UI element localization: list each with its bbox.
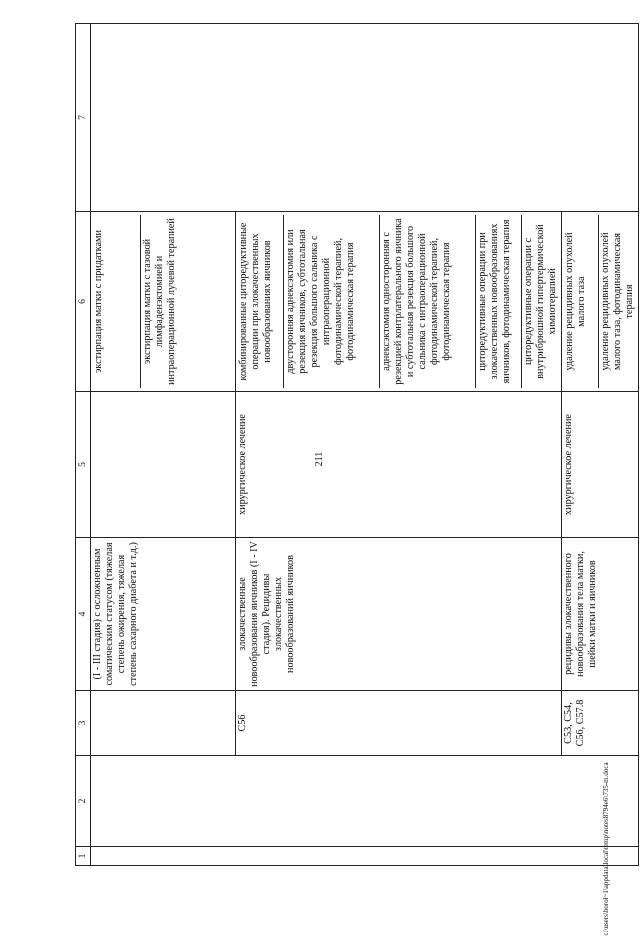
- page-number: 211: [314, 451, 325, 467]
- procedure-item: экстирпация матки с придатками: [92, 215, 140, 388]
- column-number-4: 4: [76, 538, 91, 691]
- icd-code-cell: C56: [236, 691, 562, 756]
- diagnosis-cell: рецидивы злокачественного новообразования тела матки, шейки матки и яичников: [561, 538, 639, 691]
- column-number-2: 2: [76, 756, 91, 847]
- column-number-row: [76, 24, 91, 866]
- column-number-7: 7: [76, 24, 91, 212]
- diagnosis-cell: (I - III стадия) с осложненным соматическим статусом (тяжелая степень ожирения, тяжелая степень сахарного диабета и т.д.): [91, 538, 236, 691]
- procedures-cell: [561, 212, 639, 392]
- column-number-3: 3: [76, 691, 91, 756]
- procedures-cell: [91, 212, 236, 392]
- footer-file-path: [597, 762, 615, 936]
- procedure-item: циторедуктивные операции с внутрибрюшной гипертермической химиотерапией: [522, 224, 558, 379]
- procedure-item: экстирпация матки с тазовой лимфаденэктомией и интраоперационной лучевой терапией: [141, 218, 177, 385]
- cell-col5-empty: [91, 392, 236, 538]
- medical-procedures-table: [75, 23, 639, 866]
- cell-col1: [91, 847, 639, 866]
- cell-col7: [91, 24, 639, 212]
- column-number-5: 5: [76, 392, 91, 538]
- procedure-item: двусторонняя аднексэктомия или резекция яичников, субтотальная резекция большого сальника с интраоперационной фотодинамической терапией, фотодинамическая терапия: [283, 215, 379, 388]
- procedures-cell: [236, 212, 562, 392]
- cell-col2: [91, 756, 639, 847]
- table-row: [91, 24, 236, 866]
- column-number-1: 1: [76, 847, 91, 866]
- icd-code-cell: C53, C54, C56, C57.8: [561, 691, 639, 756]
- footer-file-path-text: c:\users\borol~1\appdata\local\temp\notes8794e6\735-m.doca: [602, 762, 610, 936]
- diagnosis-cell: злокачественные новообразования яичников (I - IV стадия). Рецидивы злокачественных новообразований яичников: [236, 538, 562, 691]
- procedure-item: комбинированные циторедуктивные операции при злокачественных новообразованиях яичников: [237, 215, 283, 388]
- treatment-type-cell: хирургическое лечение: [236, 392, 562, 538]
- cell-col3-empty: [91, 691, 236, 756]
- treatment-type-cell: хирургическое лечение: [561, 392, 639, 538]
- procedure-item: аднексэктомия односторонняя с резекцией контрлатерального яичника и субтотальная резекция большого сальника с интраоперационной фотодинамической терапией, фотодинамическая терапия: [379, 215, 475, 388]
- procedure-item: удаление рецидивных опухолей малого таза: [563, 215, 599, 388]
- procedure-item: циторедуктивные операции при злокачественных новообразованиях яичников, фотодинамическая терапия: [475, 215, 521, 388]
- procedure-item: удаление рецидивных опухолей малого таза, фотодинамическая терапия: [600, 232, 635, 371]
- column-number-6: 6: [76, 212, 91, 392]
